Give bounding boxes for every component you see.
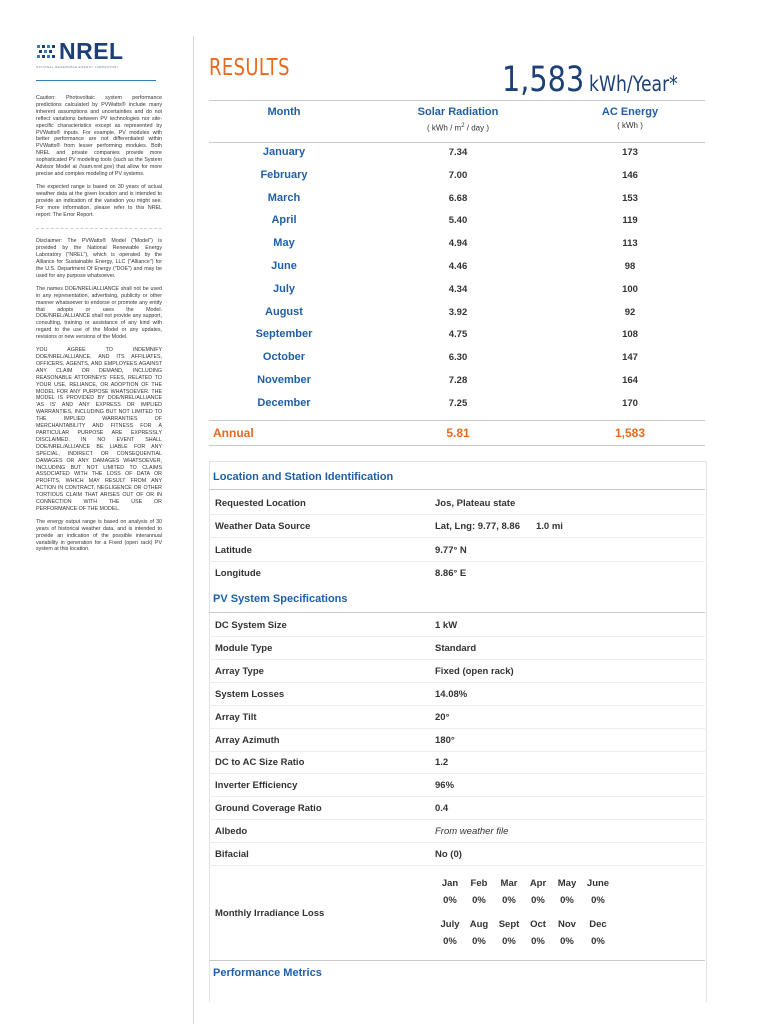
- row-divider: [209, 773, 705, 774]
- radiation-unit-part-b: / day ): [464, 123, 489, 133]
- month-row: [209, 142, 705, 164]
- indemnify-text: YOU AGREE TO INDEMNIFY DOE/NREL/ALLIANCE, AND ITS AFFILIATES, OFFICERS, AGENTS, AND EMPLOYEES AGAINST ANY CLAIM OR DEMAND, INCLUDING REASONABLE ATTORNEYS' FEES, RELATED TO YOUR USE, RELIANCE, OR ADOPTION OF THE MODEL FOR ANY PURPOSE WHATSOEVER. THE MODEL IS PROVIDED BY DOE/NREL/ALLIANCE 'AS IS' AND ANY EXPRESS OR IMPLIED WARRANTIES, INCLUDING BUT NOT LIMITED TO THE IMPLIED WARRANTIES OF MERCHANTABILITY AND FITNESS FOR A PARTICULAR PURPOSE ARE EXPRESSLY DISCLAIMED. IN NO EVENT SHALL DOE/NREL/ALLIANCE BE LIABLE FOR ANY SPECIAL, INDIRECT OR CONSEQUENTIAL DAMAGES OR ANY DAMAGES WHATSOEVER, INCLUDING BUT NOT LIMITED TO CLAIMS ASSOCIATED WITH THE LOSS OF DATA OR PROFITS, WHICH MAY RESULT FROM ANY ACTION IN CONTRACT, NEGLIGENCE OR OTHER TORTIOUS CLAIM THAT ARISES OUT OF OR IN CONNECTION WITH THE USE OR PERFORMANCE OF THE MODEL.: [36, 347, 162, 512]
- location-row-distance: 1.0 mi: [536, 521, 563, 532]
- pv-row-label: Ground Coverage Ratio: [215, 803, 322, 815]
- month-row: [209, 165, 705, 187]
- month-radiation: 7.25: [448, 397, 468, 409]
- month-radiation: 3.92: [448, 306, 468, 318]
- irradiance-loss-value: 0%: [560, 895, 574, 906]
- pv-row-label: Inverter Efficiency: [215, 780, 298, 792]
- irradiance-month: Sept: [498, 919, 520, 930]
- irradiance-month: July: [440, 919, 460, 930]
- month-name: October: [262, 351, 306, 364]
- month-row: [209, 210, 705, 232]
- row-divider: [209, 865, 705, 866]
- annual-energy: 1,583: [614, 426, 646, 440]
- location-row-value: 9.77° N: [435, 545, 467, 556]
- radiation-unit-sup: 2: [461, 123, 465, 129]
- pv-row-value: 1 kW: [435, 620, 458, 631]
- month-energy: 100: [622, 283, 638, 295]
- energy-range-text: The energy output range is based on analysis of 30 years of historical weather data, and is intended to provide an indication of the possible interannual variability in generation for a Fixed (open rack) PV system at this location.: [36, 518, 162, 553]
- sidebar-divider: [36, 228, 162, 229]
- pv-row-value: 14.08%: [435, 688, 468, 700]
- month-name: June: [271, 260, 297, 272]
- row-divider: [209, 796, 705, 797]
- month-name: January: [262, 146, 306, 158]
- row-divider: [209, 728, 705, 729]
- irradiance-loss-value: 0%: [502, 895, 516, 906]
- annual-total-value: 1,583: [502, 60, 585, 100]
- pv-row-value: 96%: [435, 780, 455, 792]
- pv-row-label: Array Tilt: [215, 711, 257, 723]
- month-row: [209, 393, 705, 415]
- irradiance-month: Mar: [500, 878, 518, 889]
- month-energy: 113: [622, 238, 638, 250]
- col-radiation-unit: [383, 123, 533, 133]
- sidebar: [36, 40, 162, 559]
- location-row-value: Jos, Plateau state: [435, 498, 516, 509]
- row-divider: [209, 636, 705, 637]
- irradiance-loss-value: 0%: [591, 936, 605, 947]
- irradiance-month: Dec: [589, 919, 607, 930]
- month-energy: 92: [624, 306, 636, 318]
- irradiance-month: June: [586, 878, 610, 889]
- pv-row-label: System Losses: [215, 688, 285, 700]
- pv-row-label: Albedo: [215, 826, 248, 838]
- disclaimer-text: Disclaimer: The PVWatts® Model ("Model") is provided by the National Renewable Energy Laboratory ("NREL"), which is operated by the Alliance for Sustainable Energy, LLC ("Alliance") for the U.S. Department Of Energy ("DOE") and may be used for any purpose whatsoever.: [36, 238, 162, 279]
- month-energy: 147: [622, 352, 638, 364]
- irradiance-loss-value: 0%: [472, 895, 486, 906]
- row-divider: [209, 561, 705, 562]
- month-row: [209, 279, 705, 301]
- location-row-label: Latitude: [215, 545, 252, 556]
- pv-row-value: 0.4: [435, 803, 449, 815]
- pv-row-value: 20°: [435, 711, 450, 723]
- pv-row-value: 180°: [435, 734, 455, 746]
- pv-heading: PV System Specifications: [213, 593, 348, 605]
- month-energy: 98: [624, 261, 636, 272]
- month-radiation: 4.34: [448, 283, 468, 295]
- annual-row: [209, 421, 705, 443]
- month-row: [209, 256, 705, 278]
- irradiance-loss-label: Monthly Irradiance Loss: [215, 908, 325, 919]
- location-heading: Location and Station Identification: [213, 471, 394, 483]
- logo-wordmark: NREL: [59, 38, 124, 64]
- month-radiation: 4.75: [448, 329, 468, 341]
- logo-subtitle: NATIONAL RENEWABLE ENERGY LABORATORY: [36, 65, 120, 69]
- logo-divider: [36, 80, 156, 81]
- pv-row-value: No (0): [435, 849, 462, 860]
- col-energy-unit: ( kWh ): [617, 121, 643, 130]
- month-name: May: [273, 237, 295, 250]
- annual-bottom-divider: [209, 445, 705, 446]
- sidebar-text: [36, 95, 162, 553]
- pv-row-value: From weather file: [435, 826, 509, 838]
- pv-row-label: Array Type: [215, 665, 264, 677]
- month-name: December: [257, 396, 311, 409]
- month-energy: 164: [622, 375, 638, 386]
- location-row-label: Requested Location: [215, 498, 306, 509]
- range-text: The expected range is based on 30 years of actual weather data at the given location and is intended to provide an indication of the variation you might see. For more information, please refer to this NREL report: The Error Report.: [36, 183, 162, 218]
- month-name: September: [255, 328, 313, 341]
- header-divider: [209, 100, 705, 101]
- month-energy: 108: [622, 329, 638, 341]
- pv-row-label: DC System Size: [215, 620, 287, 631]
- month-radiation: 7.34: [448, 147, 468, 158]
- location-row-label: Longitude: [215, 568, 261, 579]
- pv-row-value: 1.2: [435, 757, 449, 769]
- month-name: March: [267, 191, 301, 204]
- location-row-label: Weather Data Source: [215, 521, 311, 532]
- irradiance-month: Aug: [469, 919, 489, 930]
- annual-total: [484, 60, 697, 100]
- row-divider: [209, 514, 705, 515]
- irradiance-month: May: [557, 878, 577, 889]
- irradiance-loss-value: 0%: [502, 936, 516, 947]
- month-name: August: [265, 305, 303, 318]
- row-divider: [209, 659, 705, 660]
- annual-total-unit: kWh/Year*: [588, 72, 678, 96]
- month-energy: 170: [622, 397, 638, 409]
- month-radiation: 6.30: [448, 352, 468, 364]
- col-month-header: Month: [267, 106, 301, 118]
- location-divider: [209, 489, 705, 490]
- irradiance-month: Nov: [558, 919, 576, 930]
- col-radiation-header: Solar Radiation: [417, 106, 499, 118]
- month-row: [209, 324, 705, 346]
- irradiance-loss-value: 0%: [443, 936, 457, 947]
- names-text: The names DOE/NREL/ALLIANCE shall not be used in any representation, advertising, publicity or other manner whatsoever to endorse or promote any entity that adopts or uses the Model. DOE/NREL/ALLIANCE shall not provide any support, consulting, training or assistance of any kind with regard to the use of the Model or any updates, revisions or new versions of the Model.: [36, 285, 162, 341]
- month-row: [209, 370, 705, 392]
- month-name: November: [257, 374, 311, 386]
- results-title: RESULTS: [209, 55, 290, 81]
- nrel-logo: [36, 40, 162, 63]
- pv-row-value: Standard: [435, 642, 477, 654]
- month-radiation: 4.46: [448, 261, 468, 272]
- irradiance-month: Oct: [530, 919, 546, 930]
- month-row: [209, 347, 705, 369]
- month-radiation: 7.28: [448, 375, 468, 386]
- irradiance-loss-value: 0%: [531, 895, 545, 906]
- irradiance-loss-value: 0%: [591, 895, 605, 906]
- month-energy: 146: [622, 169, 638, 181]
- pv-row-label: Bifacial: [215, 849, 249, 860]
- month-energy: 153: [622, 192, 638, 204]
- location-row-value: 8.86° E: [435, 568, 467, 579]
- radiation-unit-part-a: ( kWh / m: [426, 123, 462, 133]
- month-name: July: [272, 282, 295, 295]
- irradiance-loss-value: 0%: [472, 936, 486, 947]
- row-divider: [209, 751, 705, 752]
- row-divider: [209, 842, 705, 843]
- month-row: [209, 233, 705, 255]
- row-divider: [209, 819, 705, 820]
- annual-label: Annual: [213, 426, 254, 440]
- month-name: April: [271, 214, 297, 227]
- col-energy-header: AC Energy: [601, 106, 659, 118]
- pv-row-label: Module Type: [215, 642, 273, 654]
- column-divider: [193, 36, 194, 1024]
- pv-divider: [209, 612, 705, 613]
- performance-heading: Performance Metrics: [213, 967, 322, 979]
- month-row: [209, 302, 705, 324]
- month-radiation: 4.94: [448, 238, 468, 250]
- month-radiation: 5.40: [448, 215, 468, 227]
- month-energy: 119: [622, 215, 638, 227]
- month-row: [209, 188, 705, 210]
- irradiance-month: Feb: [470, 878, 488, 889]
- location-row-value: Lat, Lng: 9.77, 8.86: [435, 521, 520, 532]
- irradiance-divider: [209, 960, 705, 961]
- month-radiation: 7.00: [448, 169, 468, 181]
- row-divider: [209, 682, 705, 683]
- annual-radiation: 5.81: [446, 426, 470, 440]
- irradiance-month: Jan: [441, 878, 459, 889]
- caution-text: Caution: Photovoltaic system performance predictions calculated by PVWatts® include many inherent assumptions and uncertainties and do not reflect variations between PV technologies nor site-specific characteristics except as represented by PVWatts® inputs. For example, PV modules with better performance are not differentiated within PVWatts® from lesser performing modules. Both NREL and private companies provide more sophisticated PV modeling tools (such as the System Advisor Model at //sam.nrel.gov) that allow for more precise and complex modeling of PV systems.: [36, 95, 162, 177]
- irradiance-loss-value: 0%: [443, 895, 457, 906]
- pv-row-label: Array Azimuth: [215, 734, 280, 746]
- irradiance-loss-value: 0%: [531, 936, 545, 947]
- row-divider: [209, 537, 705, 538]
- irradiance-loss-value: 0%: [560, 936, 574, 947]
- month-energy: 173: [622, 147, 638, 158]
- row-divider: [209, 705, 705, 706]
- irradiance-month: Apr: [529, 878, 547, 889]
- nrel-logo-icon: [36, 44, 56, 60]
- month-radiation: 6.68: [448, 192, 468, 204]
- pv-row-value: Fixed (open rack): [435, 665, 514, 677]
- month-name: February: [260, 168, 308, 181]
- pv-row-label: DC to AC Size Ratio: [215, 757, 305, 769]
